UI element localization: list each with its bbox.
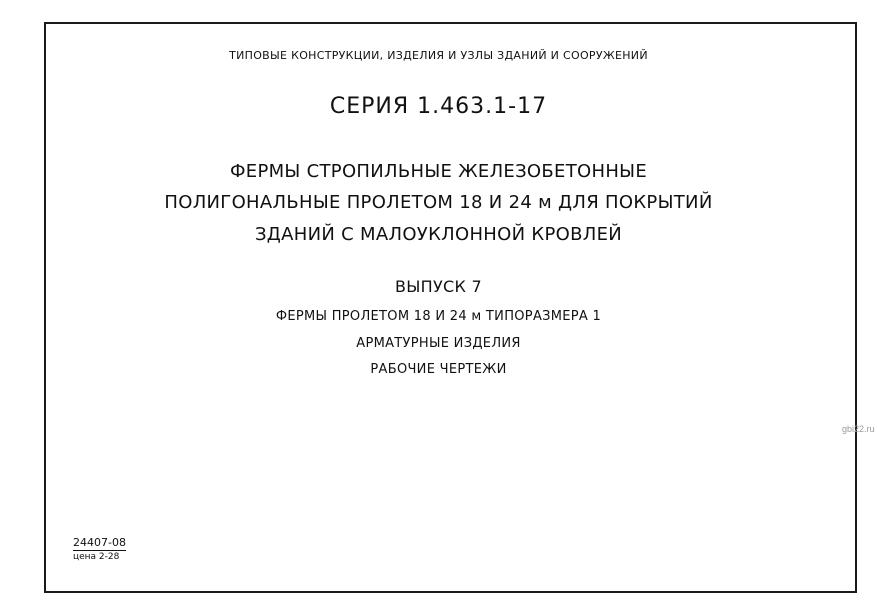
document-code: 24407-08: [73, 536, 126, 549]
series-number: СЕРИЯ 1.463.1-17: [329, 94, 548, 119]
price-label: цена 2-28: [73, 552, 120, 562]
subtitle-line-2: АРМАТУРНЫЕ ИЗДЕЛИЯ: [356, 336, 521, 351]
watermark: gbi22.ru: [842, 424, 875, 434]
title-line-3: ЗДАНИЙ С МАЛОУКЛОННОЙ КРОВЛЕЙ: [254, 224, 623, 245]
subtitle-line-1: ФЕРМЫ ПРОЛЕТОМ 18 И 24 м ТИПОРАЗМЕРА 1: [275, 309, 602, 324]
subtitle-line-3: РАБОЧИЕ ЧЕРТЕЖИ: [370, 362, 507, 377]
title-line-1: ФЕРМЫ СТРОПИЛЬНЫЕ ЖЕЛЕЗОБЕТОННЫЕ: [229, 161, 648, 182]
issue-number: ВЫПУСК 7: [394, 277, 483, 296]
document-header: ТИПОВЫЕ КОНСТРУКЦИИ, ИЗДЕЛИЯ И УЗЛЫ ЗДАНИЙ И СООРУЖЕНИЙ: [229, 49, 648, 62]
title-line-2: ПОЛИГОНАЛЬНЫЕ ПРОЛЕТОМ 18 И 24 м ДЛЯ ПОКРЫТИЙ: [164, 192, 713, 213]
